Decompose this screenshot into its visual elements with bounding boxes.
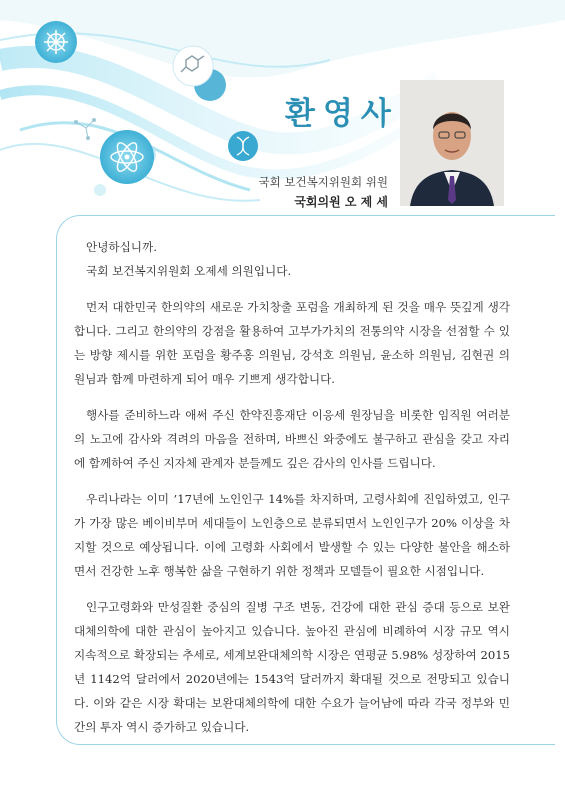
speaker-name: 국회의원 오 제 세 (294, 195, 388, 209)
page-title: 환영사 (285, 96, 399, 132)
greeting-line: 안녕하십니까. (86, 240, 157, 254)
speaker-role: 국회 보건복지위원회 위원 (258, 175, 388, 189)
paragraph: 행사를 준비하느라 애써 주신 한약진흥재단 이응세 원장님을 비롯한 임직원 여러분의 노고에 감사와 격려의 마음을 전하며, 바쁘신 와중에도 불구하고 관심을 갖고 자리에 함께하여 주신 지자체 관계자 분들께도 깊은 감사의 인사를 드립니다. (74, 408, 510, 470)
paragraph: 인구고령화와 만성질환 중심의 질병 구조 변동, 건강에 대한 관심 증대 등으로 보완대체의학에 대한 관심이 높아지고 있습니다. 높아진 관심에 비례하여 시장 규모 역시 지속적으로 확장되는 추세로, 세계보완대체의학 시장은 연평균 5.98% 성장하여 2015년 1142억 달러에서 2020년에는 1543억 달러까지 확대될 것으로 전망되고 있습니다. 이와 같은 시장 확대는 보완대체의학에 대한 수요가 늘어남에 따라 각국 정부와 민간의 투자 역시 증가하고 있습니다. (74, 600, 510, 734)
paragraph: 먼저 대한민국 한의약의 새로운 가치창출 포럼을 개최하게 된 것을 매우 뜻깊게 생각합니다. 그리고 한의약의 강점을 활용하여 고부가가치의 전통의약 시장을 선점할 수 있는 방향 제시를 위한 포럼을 황주홍 의원님, 강석호 의원님, 윤소하 의원님, 김현권 의원님과 함께 마련하게 되어 매우 기쁘게 생각합니다. (74, 300, 510, 386)
speaker-photo (400, 80, 504, 206)
paragraph: 우리나라는 이미 ’17년에 노인인구 14%를 차지하며, 고령사회에 진입하였고, 인구가 가장 많은 베이비부머 세대들이 노인층으로 분류되면서 노인인구가 20% 이상을 차지할 것으로 예상됩니다. 이에 고령화 사회에서 발생할 수 있는 다양한 불안을 해소하면서 건강한 노후 행복한 삶을 구현하기 위한 정책과 모델들이 필요한 시점입니다. (74, 492, 510, 578)
greeting-line: 국회 보건복지위원회 오제세 의원입니다. (86, 264, 292, 278)
welcome-letter-body (74, 235, 510, 751)
